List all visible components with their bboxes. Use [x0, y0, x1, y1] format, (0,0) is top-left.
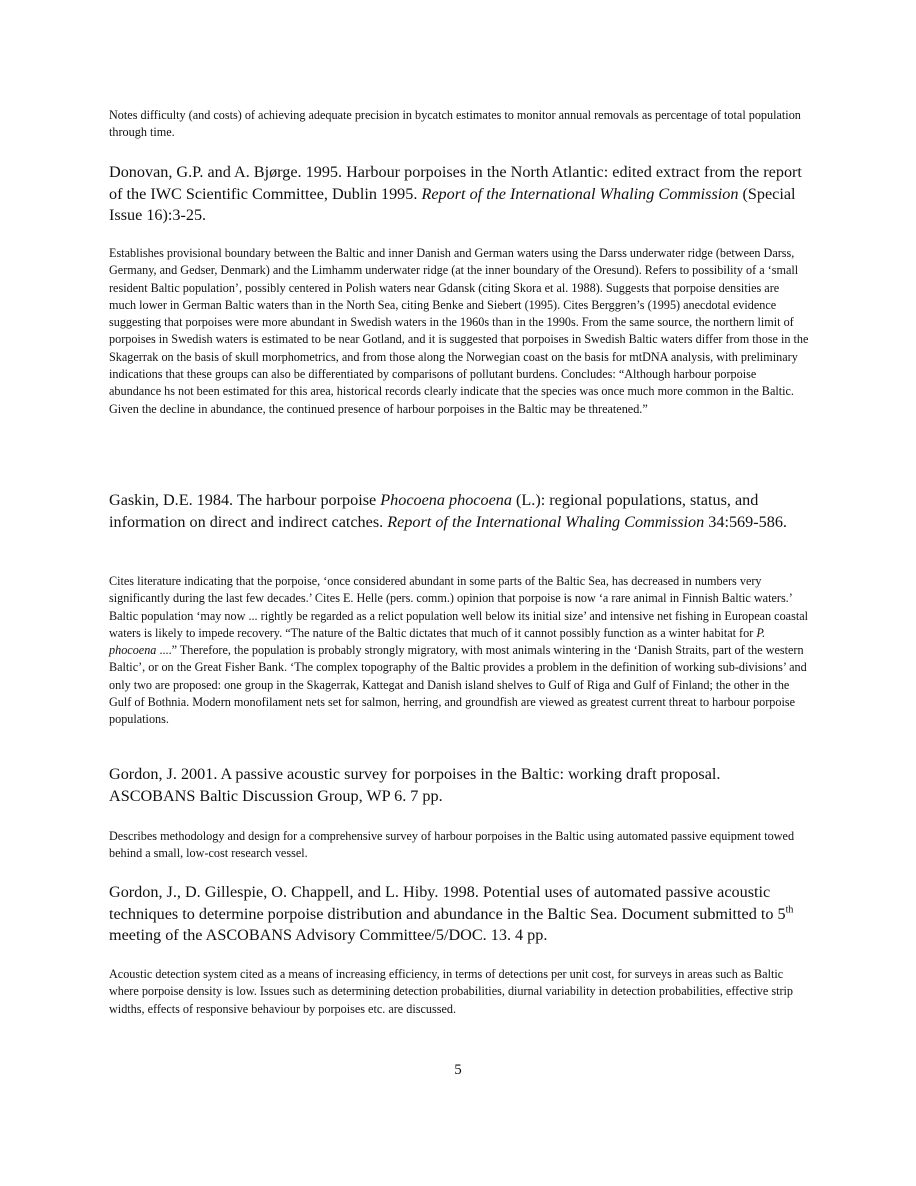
reference-text: (L.): regional populations, status, and information on direct and indirect catches.: [109, 491, 759, 531]
reference-text: meeting of the ASCOBANS Advisory Committee/5/DOC. 13. 4 pp.: [109, 926, 548, 944]
ordinal-suffix: th: [785, 904, 794, 916]
annotation-text: Cites literature indicating that the porpoise, ‘once considered abundant in some parts of the Baltic Sea, has decreased in numbers very significantly during the last few decades.’ Cites E. Helle (pers. comm.) opinion that porpoise is now ‘a rare animal in Finnish Baltic waters.’ Baltic population ‘may now ... rightly be regarded as a relict population well below its initial size’ and intensive net fishing in European coastal waters is likely to impede recovery. “The nature of the Baltic dictates that much of it cannot possibly function as a winter habitat for: [109, 574, 809, 640]
species-name: P. phocoena: [109, 625, 766, 658]
reference-donovan-1995: [109, 162, 809, 227]
reference-text: Gaskin, D.E. 1984. The harbour porpoise: [109, 491, 381, 509]
reference-gordon-1998: [109, 882, 809, 947]
page-number: 5: [454, 1062, 462, 1078]
species-name: Phocoena phocoena: [380, 491, 512, 509]
reference-text: Donovan, G.P. and A. Bjørge. 1995. Harbour porpoises in the North Atlantic: edited extract from the report of the IWC Scientific Committee, Dublin 1995.: [109, 163, 802, 203]
annotation-gordon-2001: Describes methodology and design for a comprehensive survey of harbour porpoises in the Baltic using automated passive equipment towed behind a small, low-cost research vessel.: [109, 829, 795, 861]
annotation-text: ....” Therefore, the population is probably strongly migratory, with most animals wintering in the ‘Danish Straits, part of the western Baltic’, or on the Great Fisher Bank. ‘The complex topography of the Baltic provides a problem in the definition of working sub-divisions’ and only two are proposed: one group in the Skagerrak, Kattegat and Danish island shelves to Gulf of Riga and Gulf of Finland; the other in the Gulf of Bothnia. Modern monofilament nets set for salmon, herring, and groundfish are viewed as greatest current threat to harbour porpoise populations.: [109, 643, 807, 727]
reference-gordon-2001: Gordon, J. 2001. A passive acoustic survey for porpoises in the Baltic: working draft proposal. ASCOBANS Baltic Discussion Group, WP 6. 7 pp.: [109, 765, 721, 805]
annotation-donovan-1995: Establishes provisional boundary between the Baltic and inner Danish and German waters using the Darss underwater ridge (between Darss, Germany, and Gedser, Denmark) and the Limhamm underwater ridge (at the inner boundary of the Oresund). Refers to possibility of a ‘small resident Baltic population’, possibly centered in Polish waters near Gdansk (citing Skora et al. 1988). Suggests that porpoise densities are much lower in German Baltic waters than in the North Sea, citing Benke and Siebert (1995). Cites Berggren’s (1995) anecdotal evidence suggesting that porpoises were more abundant in Swedish waters in the 1960s than in the 1990s. From the same source, the northern limit of porpoises in Swedish waters is estimated to be near Gotland, and it is suggested that porpoises in Swedish Baltic waters differ from those in the Skagerrak on the basis of skull morphometrics, and from those along the Norwegian coast on the basis for mtDNA analysis, with preliminary indications that these groups can also be differentiated by comparisons of pollutant burdens. Concludes: “Although harbour porpoise abundance hs not been estimated for this area, historical records clearly indicate that the species was once much more common in the Baltic. Given the decline in abundance, the continued presence of harbour porpoises in the Baltic may be threatened.”: [109, 246, 809, 416]
reference-text: (Special Issue 16):3-25.: [109, 184, 796, 224]
annotation-gordon-1998: Acoustic detection system cited as a means of increasing efficiency, in terms of detections per unit cost, for surveys in areas such as Baltic where porpoise density is low. Issues such as determining detection probabilities, diurnal variability in detection probabilities, effective strip widths, effects of responsive behaviour by porpoises etc. are discussed.: [109, 967, 794, 1016]
reference-text: Gordon, J., D. Gillespie, O. Chappell, and L. Hiby. 1998. Potential uses of automated passive acoustic techniques to determine porpoise distribution and abundance in the Baltic Sea. Document submitted to 5: [109, 883, 786, 923]
intro-annotation: Notes difficulty (and costs) of achieving adequate precision in bycatch estimates to monitor annual removals as percentage of total population through time.: [109, 108, 801, 140]
reference-gaskin-1984: [109, 490, 809, 533]
reference-text: 34:569-586.: [704, 512, 787, 531]
journal-title: Report of the International Whaling Commission: [421, 184, 739, 203]
annotation-gaskin-1984: [109, 573, 809, 729]
journal-title: Report of the International Whaling Commission: [387, 512, 705, 531]
